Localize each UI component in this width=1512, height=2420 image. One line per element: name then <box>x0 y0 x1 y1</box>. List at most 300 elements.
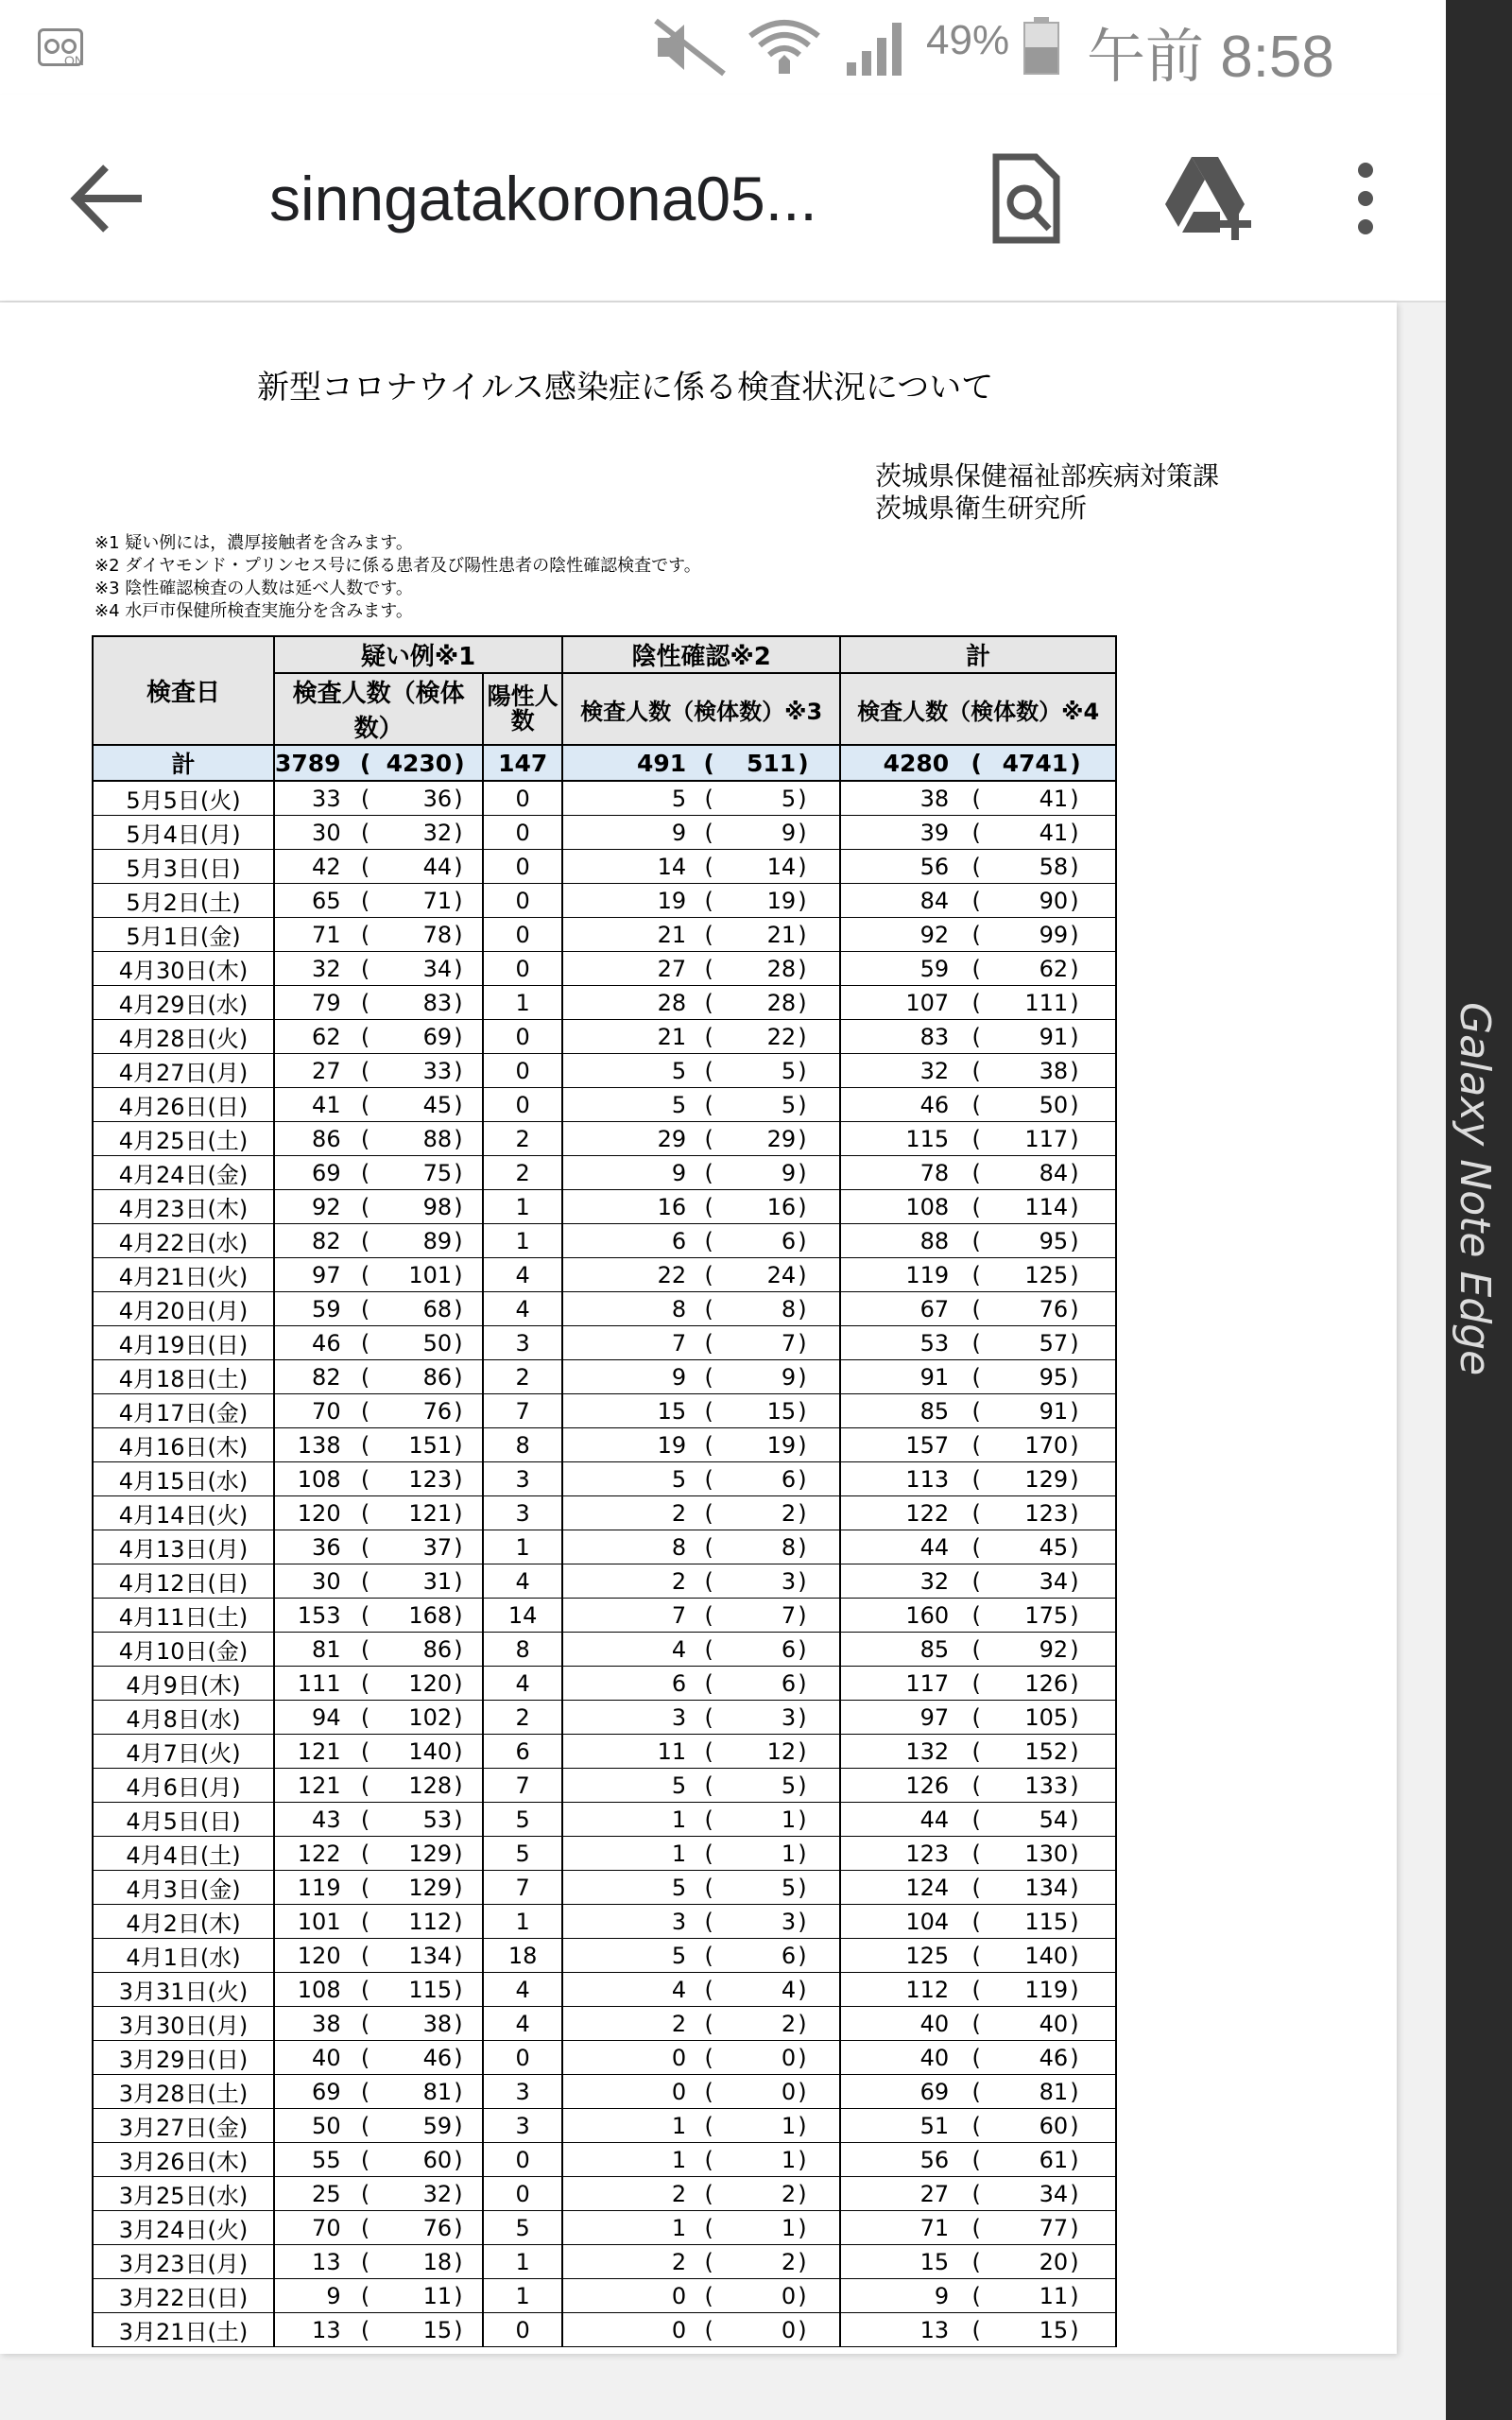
row-t-people: 107 <box>840 986 953 1020</box>
open-paren: ( <box>345 1905 387 1939</box>
row-n-samples: 29 <box>728 1122 796 1156</box>
row-n-people: 5 <box>562 1054 690 1088</box>
row-t-people: 40 <box>840 2041 953 2075</box>
table-row <box>93 1564 1116 1599</box>
close-paren: ) <box>452 2177 483 2211</box>
row-t-samples: 115 <box>1000 1905 1068 1939</box>
close-paren: ) <box>796 2143 840 2177</box>
row-t-samples: 45 <box>1000 1530 1068 1564</box>
open-paren: ( <box>345 918 387 952</box>
close-paren: ) <box>452 1292 483 1326</box>
open-paren: ( <box>690 2211 728 2245</box>
close-paren: ) <box>796 2075 840 2109</box>
open-paren: ( <box>953 850 1000 884</box>
close-paren: ) <box>452 952 483 986</box>
find-in-page-icon[interactable] <box>983 151 1068 246</box>
open-paren: ( <box>345 1326 387 1360</box>
row-s-samples: 112 <box>387 1905 453 1939</box>
row-t-samples: 99 <box>1000 918 1068 952</box>
table-row <box>93 1224 1116 1258</box>
open-paren: ( <box>690 1394 728 1428</box>
row-t-samples: 129 <box>1000 1462 1068 1496</box>
row-n-samples: 1 <box>728 2143 796 2177</box>
row-s-samples: 11 <box>387 2279 453 2313</box>
row-s-samples: 37 <box>387 1530 453 1564</box>
row-date: 5月2日(土) <box>93 884 274 918</box>
row-n-people: 1 <box>562 2109 690 2143</box>
row-s-samples: 44 <box>387 850 453 884</box>
row-n-samples: 5 <box>728 1769 796 1803</box>
open-paren: ( <box>690 1701 728 1735</box>
row-t-samples: 125 <box>1000 1258 1068 1292</box>
row-n-samples: 5 <box>728 1871 796 1905</box>
close-paren: ) <box>1068 2109 1116 2143</box>
open-paren: ( <box>345 952 387 986</box>
row-t-people: 27 <box>840 2177 953 2211</box>
row-date: 4月7日(火) <box>93 1735 274 1769</box>
row-positive: 0 <box>483 2041 562 2075</box>
row-s-people: 30 <box>274 816 345 850</box>
row-positive: 5 <box>483 1837 562 1871</box>
open-paren: ( <box>345 781 387 816</box>
row-t-people: 32 <box>840 1564 953 1599</box>
close-paren: ) <box>1068 1224 1116 1258</box>
table-row <box>93 1394 1116 1428</box>
battery-icon <box>1022 17 1060 76</box>
row-s-samples: 33 <box>387 1054 453 1088</box>
row-s-samples: 123 <box>387 1462 453 1496</box>
open-paren: ( <box>345 1667 387 1701</box>
row-t-samples: 34 <box>1000 2177 1068 2211</box>
table-body <box>93 781 1116 2347</box>
open-paren: ( <box>690 1360 728 1394</box>
total-n-samples: 511 <box>728 745 796 781</box>
open-paren: ( <box>345 1054 387 1088</box>
open-paren: ( <box>690 1462 728 1496</box>
row-n-people: 7 <box>562 1326 690 1360</box>
row-t-samples: 92 <box>1000 1633 1068 1667</box>
row-date: 4月9日(木) <box>93 1667 274 1701</box>
row-t-people: 112 <box>840 1973 953 2007</box>
close-paren: ) <box>1068 1633 1116 1667</box>
row-s-people: 42 <box>274 850 345 884</box>
row-date: 3月30日(月) <box>93 2007 274 2041</box>
open-paren: ( <box>953 2007 1000 2041</box>
close-paren: ) <box>1068 1837 1116 1871</box>
row-s-samples: 36 <box>387 781 453 816</box>
row-s-people: 86 <box>274 1122 345 1156</box>
close-paren: ) <box>796 1326 840 1360</box>
row-date: 4月11日(土) <box>93 1599 274 1633</box>
row-s-people: 55 <box>274 2143 345 2177</box>
table-row <box>93 2041 1116 2075</box>
row-n-samples: 0 <box>728 2075 796 2109</box>
row-t-samples: 119 <box>1000 1973 1068 2007</box>
header-negative-count: 検査人数（検体数）※3 <box>562 673 840 745</box>
row-s-people: 36 <box>274 1530 345 1564</box>
table-row <box>93 1054 1116 1088</box>
close-paren: ) <box>452 1462 483 1496</box>
row-date: 4月3日(金) <box>93 1871 274 1905</box>
row-date: 4月29日(水) <box>93 986 274 1020</box>
close-paren: ) <box>452 1837 483 1871</box>
row-t-samples: 54 <box>1000 1803 1068 1837</box>
open-paren: ( <box>953 1803 1000 1837</box>
open-paren: ( <box>953 1905 1000 1939</box>
row-s-samples: 60 <box>387 2143 453 2177</box>
header-positive: 陽性人数 <box>483 673 562 745</box>
row-t-people: 71 <box>840 2211 953 2245</box>
row-t-people: 46 <box>840 1088 953 1122</box>
row-positive: 0 <box>483 2177 562 2211</box>
total-row <box>93 745 1116 781</box>
row-s-samples: 86 <box>387 1360 453 1394</box>
open-paren: ( <box>953 1020 1000 1054</box>
close-paren: ) <box>1068 1496 1116 1530</box>
open-paren: ( <box>953 1428 1000 1462</box>
open-paren: ( <box>345 1190 387 1224</box>
open-paren: ( <box>345 2245 387 2279</box>
open-paren: ( <box>953 781 1000 816</box>
row-n-samples: 1 <box>728 2211 796 2245</box>
row-s-samples: 31 <box>387 1564 453 1599</box>
open-paren: ( <box>690 1190 728 1224</box>
open-paren: ( <box>690 1803 728 1837</box>
row-positive: 7 <box>483 1394 562 1428</box>
row-positive: 4 <box>483 2007 562 2041</box>
row-t-samples: 170 <box>1000 1428 1068 1462</box>
open-paren: ( <box>345 2177 387 2211</box>
open-paren: ( <box>690 952 728 986</box>
open-paren: ( <box>690 1769 728 1803</box>
open-paren: ( <box>690 816 728 850</box>
row-s-samples: 71 <box>387 884 453 918</box>
row-s-people: 9 <box>274 2279 345 2313</box>
open-paren: ( <box>345 1769 387 1803</box>
table-row <box>93 2245 1116 2279</box>
row-date: 3月31日(火) <box>93 1973 274 2007</box>
close-paren: ) <box>1068 1939 1116 1973</box>
row-positive: 1 <box>483 1905 562 1939</box>
open-paren: ( <box>345 1258 387 1292</box>
open-paren: ( <box>953 1701 1000 1735</box>
close-paren: ) <box>1068 781 1116 816</box>
row-n-samples: 21 <box>728 918 796 952</box>
header-suspect-count: 検査人数（検体数） <box>274 673 483 745</box>
close-paren: ) <box>796 1701 840 1735</box>
row-n-people: 15 <box>562 1394 690 1428</box>
close-paren: ) <box>452 918 483 952</box>
more-vert-icon[interactable] <box>1342 151 1389 246</box>
row-positive: 7 <box>483 1769 562 1803</box>
row-positive: 4 <box>483 1564 562 1599</box>
open-paren: ( <box>953 1462 1000 1496</box>
table-row <box>93 1837 1116 1871</box>
row-s-samples: 151 <box>387 1428 453 1462</box>
close-paren: ) <box>1068 1292 1116 1326</box>
table-row <box>93 1973 1116 2007</box>
row-t-samples: 38 <box>1000 1054 1068 1088</box>
row-n-people: 0 <box>562 2041 690 2075</box>
row-s-people: 122 <box>274 1837 345 1871</box>
open-paren: ( <box>690 1292 728 1326</box>
table-row <box>93 1258 1116 1292</box>
row-s-samples: 69 <box>387 1020 453 1054</box>
row-s-people: 65 <box>274 884 345 918</box>
open-paren: ( <box>690 1599 728 1633</box>
open-paren: ( <box>690 2279 728 2313</box>
row-s-people: 81 <box>274 1633 345 1667</box>
row-positive: 0 <box>483 850 562 884</box>
row-t-people: 122 <box>840 1496 953 1530</box>
open-paren: ( <box>953 2211 1000 2245</box>
row-date: 3月26日(木) <box>93 2143 274 2177</box>
row-s-samples: 34 <box>387 952 453 986</box>
open-paren: ( <box>953 1258 1000 1292</box>
row-s-samples: 81 <box>387 2075 453 2109</box>
open-paren: ( <box>690 1633 728 1667</box>
close-paren: ) <box>1068 1122 1116 1156</box>
row-s-people: 59 <box>274 1292 345 1326</box>
row-n-samples: 14 <box>728 850 796 884</box>
status-bar <box>0 0 1446 95</box>
row-t-samples: 105 <box>1000 1701 1068 1735</box>
row-positive: 6 <box>483 1735 562 1769</box>
row-s-people: 40 <box>274 2041 345 2075</box>
table-row <box>93 1326 1116 1360</box>
row-n-people: 5 <box>562 781 690 816</box>
open-paren: ( <box>953 1292 1000 1326</box>
row-t-samples: 34 <box>1000 1564 1068 1599</box>
row-date: 3月29日(日) <box>93 2041 274 2075</box>
row-date: 3月23日(月) <box>93 2245 274 2279</box>
close-paren: ) <box>1068 1190 1116 1224</box>
open-paren: ( <box>345 1871 387 1905</box>
close-paren: ) <box>1068 1871 1116 1905</box>
row-t-samples: 130 <box>1000 1837 1068 1871</box>
open-paren: ( <box>953 1769 1000 1803</box>
row-date: 5月4日(月) <box>93 816 274 850</box>
open-paren: ( <box>345 1633 387 1667</box>
row-s-people: 121 <box>274 1769 345 1803</box>
open-paren: ( <box>690 1224 728 1258</box>
open-paren: ( <box>690 2177 728 2211</box>
open-paren: ( <box>345 1803 387 1837</box>
table-row <box>93 2177 1116 2211</box>
close-paren: ) <box>1068 745 1116 781</box>
open-paren: ( <box>953 1837 1000 1871</box>
row-positive: 0 <box>483 884 562 918</box>
open-paren: ( <box>690 1496 728 1530</box>
close-paren: ) <box>452 1360 483 1394</box>
open-paren: ( <box>953 2313 1000 2347</box>
row-s-people: 69 <box>274 1156 345 1190</box>
close-paren: ) <box>1068 1394 1116 1428</box>
open-paren: ( <box>690 2041 728 2075</box>
row-date: 4月18日(土) <box>93 1360 274 1394</box>
row-s-people: 38 <box>274 2007 345 2041</box>
row-n-people: 28 <box>562 986 690 1020</box>
close-paren: ) <box>452 816 483 850</box>
row-s-people: 50 <box>274 2109 345 2143</box>
open-paren: ( <box>345 2211 387 2245</box>
add-to-drive-icon[interactable] <box>1158 151 1262 246</box>
row-n-samples: 7 <box>728 1599 796 1633</box>
row-t-people: 59 <box>840 952 953 986</box>
row-s-samples: 78 <box>387 918 453 952</box>
row-positive: 3 <box>483 1326 562 1360</box>
row-t-samples: 114 <box>1000 1190 1068 1224</box>
row-date: 4月25日(土) <box>93 1122 274 1156</box>
close-paren: ) <box>1068 1156 1116 1190</box>
row-s-samples: 38 <box>387 2007 453 2041</box>
open-paren: ( <box>953 986 1000 1020</box>
close-paren: ) <box>452 2279 483 2313</box>
row-n-samples: 6 <box>728 1633 796 1667</box>
open-paren: ( <box>953 884 1000 918</box>
row-s-people: 30 <box>274 1564 345 1599</box>
table-row <box>93 1939 1116 1973</box>
open-paren: ( <box>345 1088 387 1122</box>
row-t-people: 39 <box>840 816 953 850</box>
close-paren: ) <box>452 2075 483 2109</box>
open-paren: ( <box>690 1735 728 1769</box>
row-s-samples: 86 <box>387 1633 453 1667</box>
close-paren: ) <box>452 2007 483 2041</box>
row-positive: 5 <box>483 1803 562 1837</box>
open-paren: ( <box>690 1054 728 1088</box>
row-date: 4月30日(木) <box>93 952 274 986</box>
row-s-samples: 88 <box>387 1122 453 1156</box>
row-t-samples: 58 <box>1000 850 1068 884</box>
row-positive: 0 <box>483 918 562 952</box>
row-positive: 14 <box>483 1599 562 1633</box>
total-n-people: 491 <box>562 745 690 781</box>
close-paren: ) <box>1068 1428 1116 1462</box>
row-t-samples: 41 <box>1000 816 1068 850</box>
row-s-people: 120 <box>274 1939 345 1973</box>
row-s-people: 69 <box>274 2075 345 2109</box>
row-date: 4月22日(水) <box>93 1224 274 1258</box>
close-paren: ) <box>796 1973 840 2007</box>
row-n-people: 21 <box>562 918 690 952</box>
close-paren: ) <box>1068 1599 1116 1633</box>
row-t-samples: 81 <box>1000 2075 1068 2109</box>
close-paren: ) <box>1068 1530 1116 1564</box>
table-row <box>93 1803 1116 1837</box>
close-paren: ) <box>1068 2245 1116 2279</box>
open-paren: ( <box>953 1190 1000 1224</box>
row-s-samples: 50 <box>387 1326 453 1360</box>
row-n-samples: 16 <box>728 1190 796 1224</box>
row-n-people: 5 <box>562 1088 690 1122</box>
close-paren: ) <box>1068 2211 1116 2245</box>
row-t-samples: 91 <box>1000 1020 1068 1054</box>
open-paren: ( <box>953 2245 1000 2279</box>
table-row <box>93 2279 1116 2313</box>
table-row <box>93 1667 1116 1701</box>
table-row <box>93 1633 1116 1667</box>
close-paren: ) <box>452 1871 483 1905</box>
row-n-people: 11 <box>562 1735 690 1769</box>
close-paren: ) <box>796 952 840 986</box>
row-s-samples: 32 <box>387 816 453 850</box>
open-paren: ( <box>953 2075 1000 2109</box>
close-paren: ) <box>1068 884 1116 918</box>
table-row <box>93 2313 1116 2347</box>
table-row <box>93 918 1116 952</box>
row-n-people: 6 <box>562 1224 690 1258</box>
row-s-people: 13 <box>274 2313 345 2347</box>
table-row <box>93 2211 1116 2245</box>
row-n-people: 9 <box>562 1360 690 1394</box>
close-paren: ) <box>796 816 840 850</box>
row-s-samples: 83 <box>387 986 453 1020</box>
row-s-people: 119 <box>274 1871 345 1905</box>
table-row <box>93 1462 1116 1496</box>
row-s-samples: 101 <box>387 1258 453 1292</box>
open-paren: ( <box>953 2041 1000 2075</box>
row-s-people: 62 <box>274 1020 345 1054</box>
open-paren: ( <box>953 1735 1000 1769</box>
row-n-samples: 8 <box>728 1292 796 1326</box>
row-positive: 0 <box>483 1088 562 1122</box>
table-row <box>93 816 1116 850</box>
open-paren: ( <box>953 1599 1000 1633</box>
open-paren: ( <box>690 1088 728 1122</box>
row-s-samples: 76 <box>387 1394 453 1428</box>
total-s-samples: 4230 <box>387 745 453 781</box>
close-paren: ) <box>1068 1905 1116 1939</box>
row-s-samples: 68 <box>387 1292 453 1326</box>
table-row <box>93 1769 1116 1803</box>
close-paren: ) <box>452 1156 483 1190</box>
close-paren: ) <box>452 1769 483 1803</box>
open-paren: ( <box>690 781 728 816</box>
row-t-people: 115 <box>840 1122 953 1156</box>
open-paren: ( <box>345 2007 387 2041</box>
row-positive: 1 <box>483 2245 562 2279</box>
close-paren: ) <box>796 2177 840 2211</box>
total-t-samples: 4741 <box>1000 745 1068 781</box>
row-n-samples: 28 <box>728 952 796 986</box>
row-t-people: 15 <box>840 2245 953 2279</box>
close-paren: ) <box>1068 1258 1116 1292</box>
open-paren: ( <box>690 1530 728 1564</box>
open-paren: ( <box>690 1871 728 1905</box>
back-arrow-icon[interactable] <box>66 156 151 241</box>
open-paren: ( <box>345 1939 387 1973</box>
row-t-samples: 11 <box>1000 2279 1068 2313</box>
close-paren: ) <box>1068 1735 1116 1769</box>
row-positive: 2 <box>483 1360 562 1394</box>
pdf-viewer[interactable] <box>0 302 1446 2420</box>
close-paren: ) <box>1068 1667 1116 1701</box>
row-t-samples: 84 <box>1000 1156 1068 1190</box>
close-paren: ) <box>796 1633 840 1667</box>
department-name: 茨城県保健福祉部疾病対策課 <box>875 460 1220 492</box>
row-s-samples: 129 <box>387 1837 453 1871</box>
pdf-page <box>0 302 1397 2354</box>
row-positive: 1 <box>483 986 562 1020</box>
row-t-people: 132 <box>840 1735 953 1769</box>
row-t-people: 91 <box>840 1360 953 1394</box>
row-t-people: 51 <box>840 2109 953 2143</box>
row-date: 4月5日(日) <box>93 1803 274 1837</box>
row-s-samples: 89 <box>387 1224 453 1258</box>
row-t-people: 92 <box>840 918 953 952</box>
close-paren: ) <box>452 1530 483 1564</box>
